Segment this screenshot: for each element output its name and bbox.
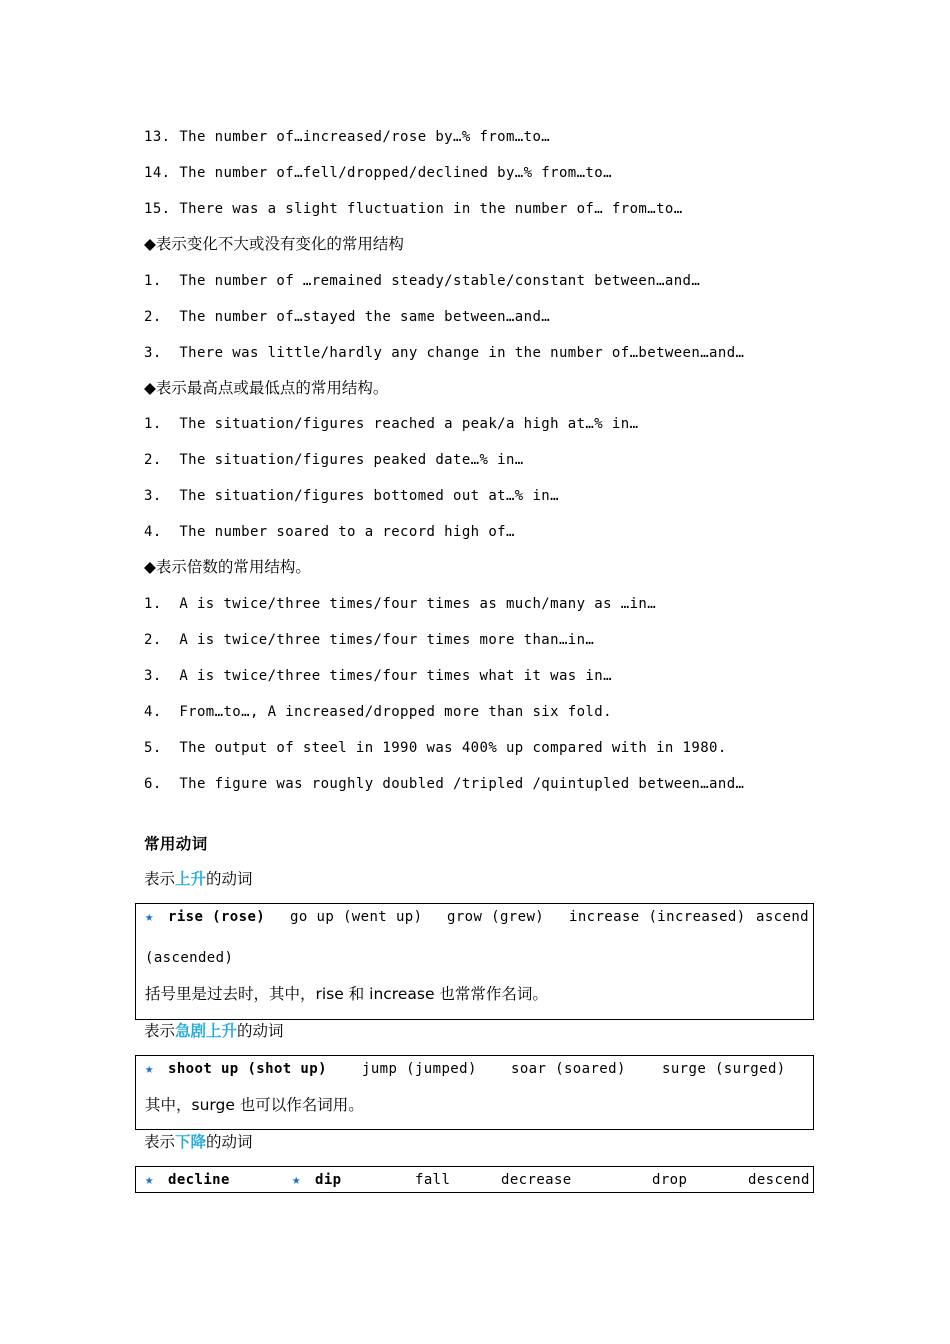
fall-verbs-box xyxy=(135,1166,814,1193)
verb-item: descend xyxy=(748,1172,810,1188)
rise-verbs-label: 表示上升的动词 xyxy=(144,870,253,888)
verb-item: fall xyxy=(415,1172,451,1188)
rise-verbs-box xyxy=(135,903,814,1020)
key-verb: shoot up (shot up) xyxy=(168,1061,327,1077)
pattern-line-14: 14. The number of…fell/dropped/declined by…% from…to… xyxy=(144,165,612,181)
list-item: 3. The situation/figures bottomed out at…% in… xyxy=(144,488,559,504)
verb-item-continued: (ascended) xyxy=(145,950,234,966)
verb-item: go up (went up) xyxy=(290,909,423,925)
sharp-rise-highlight: 急剧上升 xyxy=(175,1022,238,1040)
section-title-times: ◆表示倍数的常用结构。 xyxy=(144,558,311,576)
verbs-heading: 常用动词 xyxy=(144,835,208,853)
section-title-no-change: ◆表示变化不大或没有变化的常用结构 xyxy=(144,235,404,253)
section-title-peak: ◆表示最高点或最低点的常用结构。 xyxy=(144,379,389,397)
list-item: 2. A is twice/three times/four times more than…in… xyxy=(144,632,595,648)
sharp-rise-verbs-row xyxy=(145,1059,810,1079)
sharp-rise-verbs-label: 表示急剧上升的动词 xyxy=(144,1022,284,1040)
pattern-line-13: 13. The number of…increased/rose by…% from…to… xyxy=(144,129,551,145)
verb-item: soar (soared) xyxy=(511,1061,626,1077)
list-item: 1. The number of …remained steady/stable/constant between…and… xyxy=(144,273,701,289)
list-item: 2. The number of…stayed the same between…and… xyxy=(144,309,551,325)
list-item: 4. The number soared to a record high of… xyxy=(144,524,515,540)
list-item: 1. The situation/figures reached a peak/a high at…% in… xyxy=(144,416,639,432)
verb-item: ascend xyxy=(756,909,809,925)
star-icon: ★ xyxy=(145,1172,154,1188)
star-icon: ★ xyxy=(145,1061,154,1077)
sharp-rise-note: 其中，surge 也可以作名词用。 xyxy=(145,1096,364,1114)
list-item: 2. The situation/figures peaked date…% in… xyxy=(144,452,524,468)
verb-item: increase (increased) xyxy=(569,909,746,925)
list-item: 3. There was little/hardly any change in the number of…between…and… xyxy=(144,345,745,361)
star-icon: ★ xyxy=(292,1172,301,1188)
list-item: 3. A is twice/three times/four times what it was in… xyxy=(144,668,612,684)
key-verb: dip xyxy=(315,1172,342,1188)
sharp-rise-verbs-box xyxy=(135,1055,814,1130)
rise-highlight: 上升 xyxy=(175,870,207,888)
list-item: 4. From…to…, A increased/dropped more than six fold. xyxy=(144,704,612,720)
key-verb: decline xyxy=(168,1172,230,1188)
fall-verbs-row xyxy=(145,1170,810,1190)
key-verb: rise (rose) xyxy=(168,909,266,925)
pattern-line-15: 15. There was a slight fluctuation in the number of… from…to… xyxy=(144,201,683,217)
fall-verbs-label: 表示下降的动词 xyxy=(144,1133,253,1151)
verb-item: decrease xyxy=(501,1172,572,1188)
star-icon: ★ xyxy=(145,909,154,925)
verb-item: drop xyxy=(652,1172,688,1188)
list-item: 5. The output of steel in 1990 was 400% up compared with in 1980. xyxy=(144,740,727,756)
list-item: 1. A is twice/three times/four times as much/many as …in… xyxy=(144,596,657,612)
verb-item: surge (surged) xyxy=(662,1061,786,1077)
rise-verbs-row xyxy=(145,907,810,927)
rise-note: 括号里是过去时，其中，rise 和 increase 也常常作名词。 xyxy=(145,985,548,1003)
fall-highlight: 下降 xyxy=(175,1133,207,1151)
verb-item: grow (grew) xyxy=(447,909,545,925)
list-item: 6. The figure was roughly doubled /tripled /quintupled between…and… xyxy=(144,776,745,792)
verb-item: jump (jumped) xyxy=(362,1061,477,1077)
